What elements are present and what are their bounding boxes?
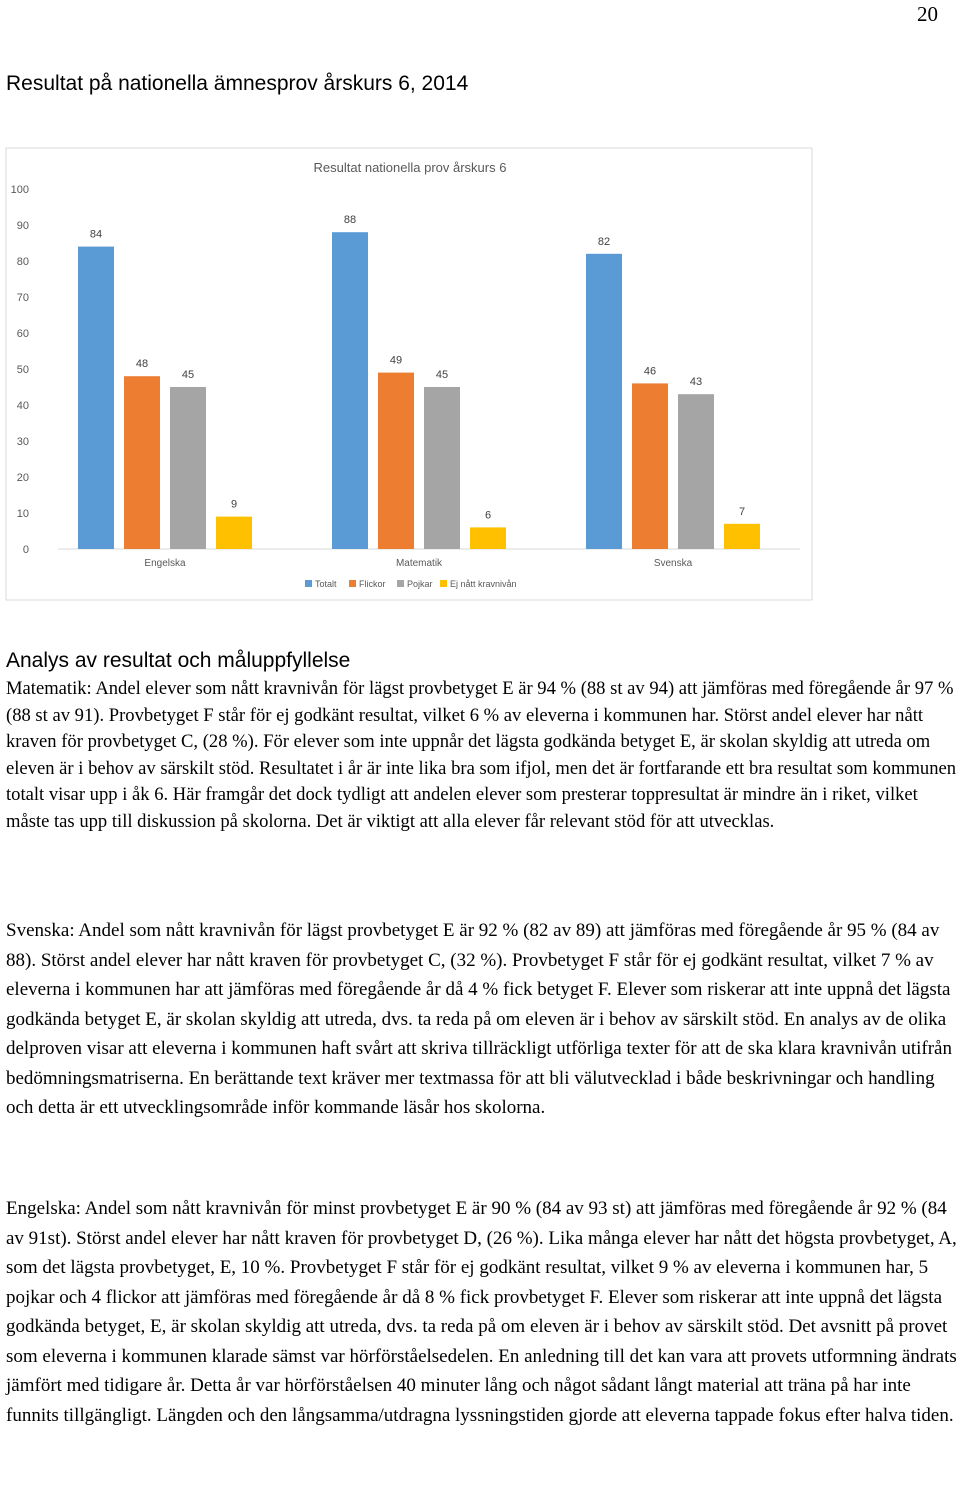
legend-label: Pojkar [407,579,433,589]
y-tick-label: 50 [16,364,29,376]
x-tick-label: Svenska [653,558,693,569]
data-label: 7 [738,505,746,518]
svenska-analysis: Svenska: Andel som nått kravnivån för lägst provbetyget E är 92 % (82 av 89) att jämföras med föregående år 95 % (84 av 88). Störst andel elever har nått kraven för provbetyget C, (32 %). Provbetyget F står för ej godkänt resultat, vilket 7 % av eleverna i kommunen har att jämföras med föregående år då 4 % fick betyget F. Elever som riskerar att inte uppnå det lägsta godkända betyget E, är skolan skyldig att utreda, dvs. ta reda på om eleven är i behov av särskilt stöd. En analys av de olika delproven visar att eleverna i kommunen haft svårt att skriva tillräckligt utförliga texter för att de ska klara kravnivån utifrån bedömningsmatriserna. En berättande text kräver mer textmassa för att bli välutvecklad i både beskrivningar och handling och detta är ett utvecklingsområde inför kommande läsår hos skolorna. [6,920,952,1118]
legend-swatch [305,580,312,587]
y-tick-label: 60 [16,328,29,340]
legend-label: Ej nått kravnivån [450,579,517,589]
page-number: 20 [917,2,938,26]
bar [470,527,506,549]
data-label: 6 [484,509,492,522]
bar [632,383,668,549]
data-label: 48 [135,358,149,371]
legend-swatch [397,580,404,587]
engelska-analysis: Engelska: Andel som nått kravnivån för minst provbetyget E är 90 % (84 av 93 st) att jämföras med föregående år 92 % (84 av 91st). Störst andel elever har nått kraven för provbetyget D, (26 %). Lika många elever har nått det högsta provbetyget, A, som det lägsta provbetyget, E, 10 %. Provbetyget F står för ej godkänt resultat, vilket 9 % av eleverna i kommunen har, 5 pojkar och 4 flickor att jämföras med föregående år då 8 % fick provbetyget F. Elever som riskerar att inte uppnå det lägsta godkända betyget, E, är skolan skyldig att utreda, dvs. ta reda på om eleven är i behov av särskilt stöd. Det avsnitt på provet som eleverna i kommunen klarade sämst var hörförståelsedelen. En anledning till det kan vara att provets utformning ändrats jämfört med tidigare år. Detta år var hörförståelsen 40 minuter lång och något sådant långt material att träna på har inte funnits tillgängligt. Längden och den långsamma/utdragna lyssningstiden gjorde att eleverna tappade fokus efter halva tiden. [6,1198,957,1426]
y-tick-label: 70 [16,292,29,304]
results-bar-chart [0,140,960,610]
page-heading: Resultat på nationella ämnesprov årskurs 6, 2014 [6,72,469,95]
matematik-analysis: Matematik: Andel elever som nått kravnivån för lägst provbetyget E är 94 % (88 st av 94) att jämföras med föregående år 97 % (88 st av 91). Provbetyget F står för ej godkänt resultat, vilket 6 % av eleverna i kommunen har. Störst andel elever har nått kraven för provbetyget C, (28 %). För elever som inte uppnår det lägsta godkända betyget E, är skolan skyldig att utreda om eleven är i behov av särskilt stöd. Resultatet i år är inte lika bra som ifjol, men det är fortfarande ett bra resultat som kommunen totalt visar upp i åk 6. Här framgår det dock tydligt att andelen elever som presterar toppresultat är mindre än i riket, vilket måste tas upp till diskussion på skolorna. Det är viktigt att alla elever får relevant stöd för att utvecklas. [6,678,957,832]
x-tick-label: Engelska [144,558,186,569]
data-label: 82 [597,235,611,248]
data-label: 49 [389,354,403,367]
legend-label: Totalt [315,579,337,589]
x-tick-label: Matematik [395,558,443,569]
y-tick-label: 20 [16,472,29,484]
data-label: 46 [643,365,657,378]
data-label: 88 [343,214,357,227]
y-tick-label: 10 [16,508,29,520]
data-label: 45 [181,369,195,381]
bar [424,387,460,549]
y-tick-label: 0 [22,544,29,556]
chart-title: Resultat nationella prov årskurs 6 [313,160,507,175]
legend-item [440,579,517,589]
data-label: 9 [230,498,238,511]
bar [124,376,160,549]
data-label: 43 [689,376,703,389]
bar [78,247,114,549]
bar [332,232,368,549]
bar [216,517,252,549]
y-tick-label: 30 [16,436,29,448]
legend-swatch [349,580,356,587]
bar [678,394,714,549]
y-tick-label: 80 [16,256,29,268]
bar [724,524,760,549]
analysis-heading: Analys av resultat och måluppfyllelse [6,649,351,672]
y-tick-label: 40 [16,400,29,412]
data-label: 45 [435,369,449,381]
legend-label: Flickor [359,579,386,589]
bar [586,254,622,549]
bar [378,373,414,549]
y-tick-label: 100 [10,184,29,196]
data-label: 84 [89,228,103,241]
y-tick-label: 90 [16,220,29,232]
legend-swatch [440,580,447,587]
bar [170,387,206,549]
